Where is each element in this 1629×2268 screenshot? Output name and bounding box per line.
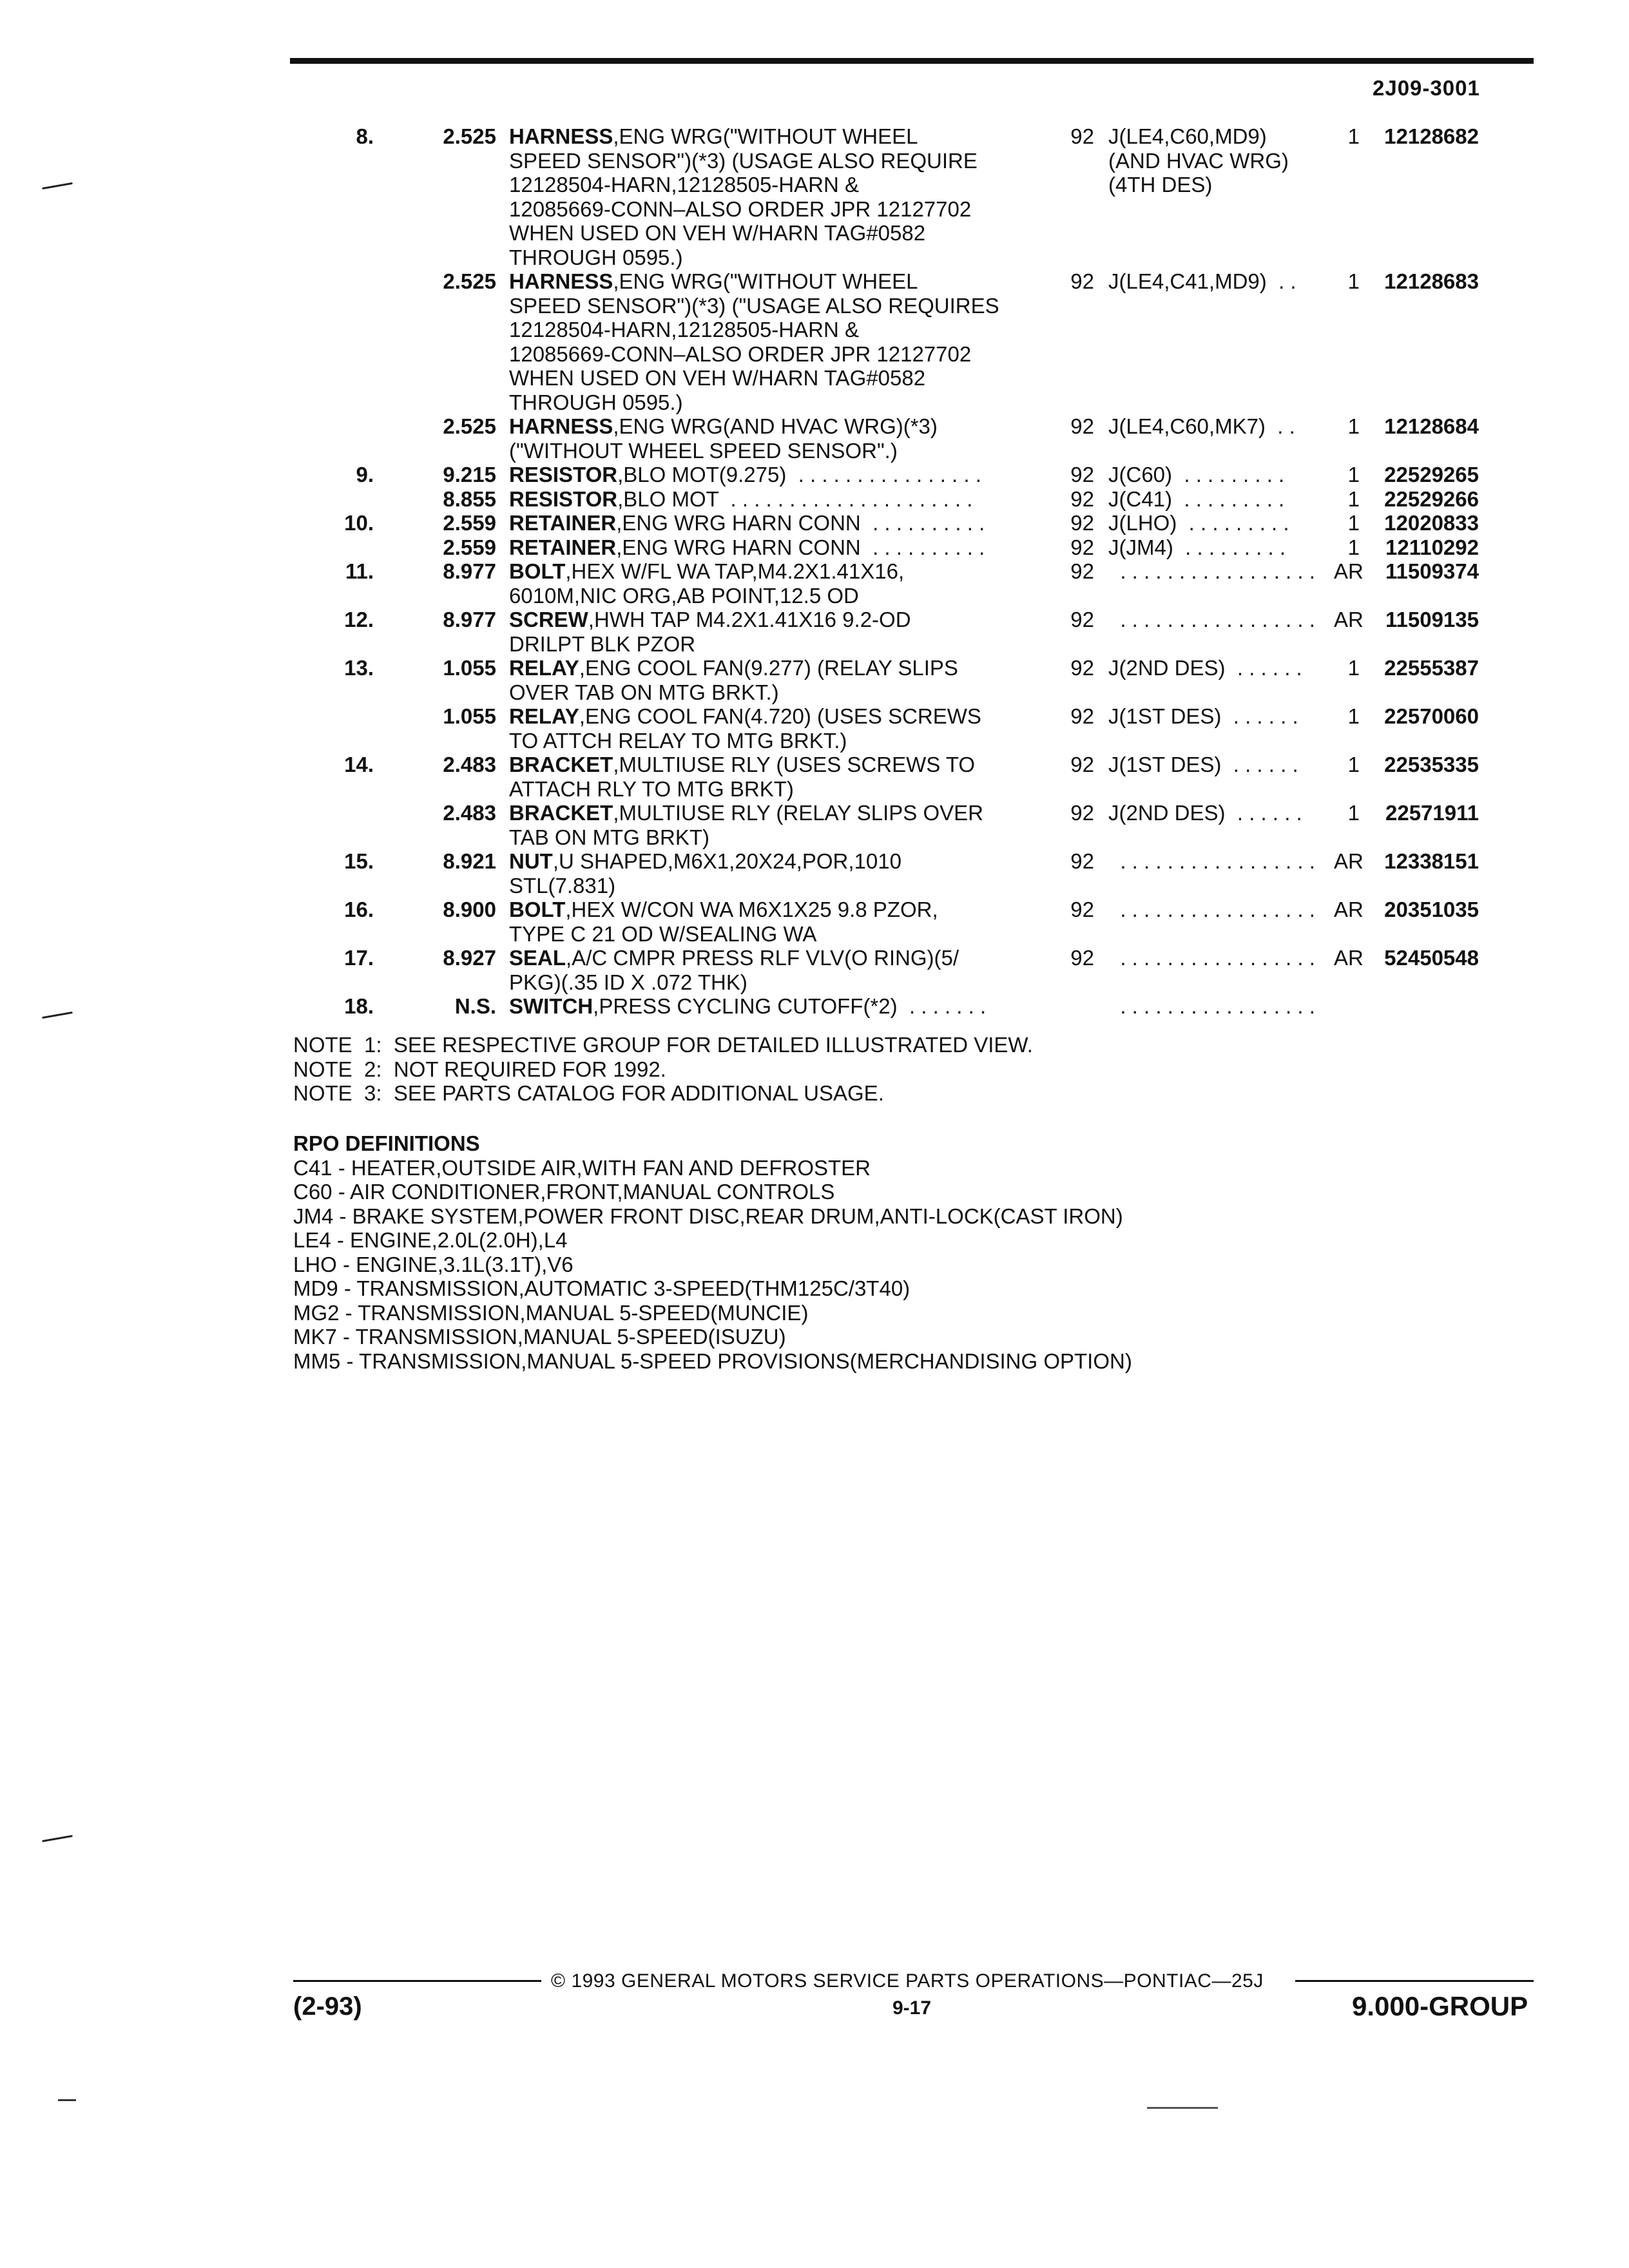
illustration-ref: 8.977 xyxy=(443,559,496,583)
model-year: 92 xyxy=(1070,656,1094,680)
description-text: ,HEX W/FL WA TAP,M4.2X1.41X16, xyxy=(565,559,905,583)
description-line xyxy=(509,946,1044,970)
description-line xyxy=(509,849,1044,874)
description-line xyxy=(509,559,1044,584)
description-line: SPEED SENSOR")(*3) (USAGE ALSO REQUIRE xyxy=(509,148,978,173)
part-name: BOLT xyxy=(509,559,566,583)
part-name: SWITCH xyxy=(509,994,593,1018)
model-year: 92 xyxy=(1070,898,1094,921)
application xyxy=(1108,414,1334,439)
quantity: 1 xyxy=(1347,656,1360,680)
part-description xyxy=(509,994,1044,1019)
part-number: 12128683 xyxy=(1384,269,1479,293)
part-number: 12110292 xyxy=(1385,535,1479,559)
part-description xyxy=(509,801,1044,849)
part-row xyxy=(303,559,1543,608)
part-description xyxy=(509,414,1044,463)
footer-rule-left xyxy=(293,1980,541,1982)
part-row xyxy=(303,849,1543,898)
rpo-item: C41 - HEATER,OUTSIDE AIR,WITH FAN AND DEFROSTER xyxy=(293,1155,871,1180)
model-year: 92 xyxy=(1070,535,1094,559)
part-row xyxy=(303,487,1543,512)
part-description xyxy=(509,463,1044,487)
margin-mark xyxy=(1147,2107,1218,2109)
part-description xyxy=(509,608,1044,656)
group-label: 9.000-GROUP xyxy=(1352,1991,1528,2021)
item-number: 18. xyxy=(344,994,374,1018)
note-line: NOTE 2: NOT REQUIRED FOR 1992. xyxy=(293,1057,666,1081)
part-description xyxy=(509,511,1044,535)
description-line xyxy=(509,656,1044,680)
part-number: 12128682 xyxy=(1384,124,1479,148)
part-number: 22571911 xyxy=(1385,801,1479,825)
part-description xyxy=(509,849,1044,898)
application xyxy=(1108,487,1334,512)
application xyxy=(1108,463,1334,487)
quantity: 1 xyxy=(1347,704,1360,728)
doc-id: 2J09-3001 xyxy=(1373,76,1480,100)
description-text: ,ENG COOL FAN(4.720) (USES SCREWS xyxy=(579,704,981,728)
illustration-ref: N.S. xyxy=(454,994,496,1018)
item-number: 11. xyxy=(345,559,374,583)
part-row xyxy=(303,414,1543,463)
model-year: 92 xyxy=(1070,463,1094,486)
rpo-item: MK7 - TRANSMISSION,MANUAL 5-SPEED(ISUZU) xyxy=(293,1325,786,1349)
description-text: ,ENG WRG("WITHOUT WHEEL xyxy=(613,269,918,293)
part-name: HARNESS xyxy=(509,269,613,293)
illustration-ref: 2.559 xyxy=(443,511,496,535)
application-line: J(LE4,C60,MD9) xyxy=(1108,124,1267,148)
part-number: 20351035 xyxy=(1384,898,1479,921)
description-line xyxy=(509,269,1044,294)
illustration-ref: 1.055 xyxy=(443,656,496,680)
quantity: 1 xyxy=(1347,535,1360,559)
description-line: 12128504-HARN,12128505-HARN & xyxy=(509,173,859,197)
illustration-ref: 8.855 xyxy=(443,486,496,511)
description-line xyxy=(509,487,1044,512)
part-name: NUT xyxy=(509,849,553,873)
part-row xyxy=(303,753,1543,801)
part-description xyxy=(509,535,1044,560)
part-name: RETAINER xyxy=(509,511,617,535)
description-line xyxy=(509,898,1044,922)
part-description xyxy=(509,753,1044,801)
description-line xyxy=(509,994,1044,1019)
rpo-item: MG2 - TRANSMISSION,MANUAL 5-SPEED(MUNCIE) xyxy=(293,1300,809,1325)
part-name: SCREW xyxy=(509,608,588,631)
description-line xyxy=(509,801,1044,825)
illustration-ref: 2.525 xyxy=(443,414,496,438)
model-year: 92 xyxy=(1070,269,1094,293)
quantity: AR xyxy=(1334,946,1364,970)
description-line xyxy=(509,414,1044,439)
application xyxy=(1108,511,1334,535)
description-line: SPEED SENSOR")(*3) ("USAGE ALSO REQUIRES xyxy=(509,293,999,318)
illustration-ref: 1.055 xyxy=(443,704,496,728)
illustration-ref: 8.927 xyxy=(443,946,496,970)
description-text: ,ENG WRG(AND HVAC WRG)(*3) xyxy=(613,414,938,438)
illustration-ref: 2.525 xyxy=(443,124,496,148)
application xyxy=(1108,559,1334,584)
application-line: . . . . . . . . . . . . . . . . . xyxy=(1108,946,1315,970)
illustration-ref: 9.215 xyxy=(443,463,496,486)
description-line: 12128504-HARN,12128505-HARN & xyxy=(509,318,859,341)
model-year: 92 xyxy=(1070,849,1094,873)
part-description xyxy=(509,704,1044,753)
part-name: HARNESS xyxy=(509,414,613,438)
quantity: 1 xyxy=(1347,463,1360,486)
part-number: 12128684 xyxy=(1384,414,1479,438)
part-row xyxy=(303,463,1543,487)
part-number: 22570060 xyxy=(1384,704,1479,728)
illustration-ref: 2.525 xyxy=(443,269,496,293)
part-number: 22555387 xyxy=(1384,656,1479,680)
part-number: 22529266 xyxy=(1384,486,1479,511)
illustration-ref: 8.921 xyxy=(443,849,496,873)
description-line xyxy=(509,511,1044,535)
description-line: ATTACH RLY TO MTG BRKT) xyxy=(509,776,794,801)
application xyxy=(1108,656,1334,680)
rpo-item: C60 - AIR CONDITIONER,FRONT,MANUAL CONTROLS xyxy=(293,1180,835,1204)
application xyxy=(1108,994,1334,1019)
part-number: 11509135 xyxy=(1385,608,1479,631)
part-number: 22535335 xyxy=(1384,753,1479,776)
application-line: J(LHO) . . . . . . . . . xyxy=(1108,511,1289,535)
part-name: RELAY xyxy=(509,704,579,728)
description-line: 12085669-CONN–ALSO ORDER JPR 12127702 xyxy=(509,341,972,366)
item-number: 13. xyxy=(344,656,374,680)
description-text: ,A/C CMPR PRESS RLF VLV(O RING)(5/ xyxy=(566,946,959,970)
item-number: 17. xyxy=(344,946,374,970)
application-line: J(LE4,C41,MD9) . . xyxy=(1108,269,1296,293)
note-line: NOTE 3: SEE PARTS CATALOG FOR ADDITIONAL USAGE. xyxy=(293,1081,884,1105)
application xyxy=(1108,608,1334,632)
binder-mark xyxy=(42,1835,73,1842)
application-line: . . . . . . . . . . . . . . . . . xyxy=(1108,849,1315,873)
description-line: TO ATTCH RELAY TO MTG BRKT.) xyxy=(509,728,847,753)
application-line: (AND HVAC WRG) xyxy=(1108,148,1289,173)
part-name: RESISTOR xyxy=(509,463,618,486)
application-line: (4TH DES) xyxy=(1108,173,1213,197)
application-line: J(1ST DES) . . . . . . xyxy=(1108,704,1298,728)
part-row xyxy=(303,656,1543,704)
description-text: ,BLO MOT(9.275) . . . . . . . . . . . . . . . . xyxy=(617,463,981,486)
quantity: AR xyxy=(1334,608,1364,631)
application-line: . . . . . . . . . . . . . . . . . xyxy=(1108,898,1315,921)
description-line: STL(7.831) xyxy=(509,873,616,898)
part-row xyxy=(303,608,1543,656)
description-line xyxy=(509,124,1044,149)
part-description xyxy=(509,946,1044,994)
rpo-item: LHO - ENGINE,3.1L(3.1T),V6 xyxy=(293,1252,574,1276)
model-year: 92 xyxy=(1070,704,1094,728)
part-row xyxy=(303,801,1543,849)
description-line: 12085669-CONN–ALSO ORDER JPR 12127702 xyxy=(509,197,972,221)
margin-mark xyxy=(58,2099,76,2101)
model-year: 92 xyxy=(1070,124,1094,148)
rpo-item: JM4 - BRAKE SYSTEM,POWER FRONT DISC,REAR DRUM,ANTI-LOCK(CAST IRON) xyxy=(293,1204,1123,1228)
item-number: 8. xyxy=(356,124,374,148)
description-text: ,MULTIUSE RLY (RELAY SLIPS OVER xyxy=(613,801,983,825)
application xyxy=(1108,898,1334,922)
quantity: 1 xyxy=(1347,511,1360,535)
description-line xyxy=(509,535,1044,560)
part-number: 52450548 xyxy=(1384,946,1479,970)
quantity: AR xyxy=(1334,849,1364,873)
model-year: 92 xyxy=(1070,559,1094,583)
description-line xyxy=(509,463,1044,487)
date-code: (2-93) xyxy=(293,1992,362,2021)
item-number: 12. xyxy=(344,608,374,631)
rpo-title: RPO DEFINITIONS xyxy=(293,1131,480,1155)
top-rule xyxy=(290,58,1534,64)
part-row xyxy=(303,269,1543,414)
description-text: ,ENG WRG("WITHOUT WHEEL xyxy=(613,124,918,148)
description-line: ("WITHOUT WHEEL SPEED SENSOR".) xyxy=(509,438,898,463)
rpo-definitions xyxy=(293,1131,1132,1373)
application xyxy=(1108,535,1334,560)
notes-section xyxy=(293,1033,1033,1106)
description-line: 6010M,NIC ORG,AB POINT,12.5 OD xyxy=(509,583,859,608)
description-line: WHEN USED ON VEH W/HARN TAG#0582 xyxy=(509,366,926,390)
quantity: 1 xyxy=(1347,801,1360,825)
part-name: BRACKET xyxy=(509,753,613,776)
model-year: 92 xyxy=(1070,946,1094,970)
part-number: 11509374 xyxy=(1385,559,1479,583)
page-number: 9-17 xyxy=(892,1997,932,2019)
application-line: J(2ND DES) . . . . . . xyxy=(1108,656,1302,680)
description-text: ,HEX W/CON WA M6X1X25 9.8 PZOR, xyxy=(565,898,938,921)
model-year: 92 xyxy=(1070,801,1094,825)
part-description xyxy=(509,898,1044,946)
description-line: DRILPT BLK PZOR xyxy=(509,631,696,656)
part-name: SEAL xyxy=(509,946,566,970)
description-line: OVER TAB ON MTG BRKT.) xyxy=(509,680,779,704)
description-text: ,U SHAPED,M6X1,20X24,POR,1010 xyxy=(552,849,901,873)
description-line: THROUGH 0595.) xyxy=(509,245,683,269)
part-description xyxy=(509,124,1044,269)
part-row xyxy=(303,511,1543,535)
part-row xyxy=(303,994,1543,1019)
application xyxy=(1108,801,1334,825)
illustration-ref: 2.483 xyxy=(443,753,496,776)
item-number: 14. xyxy=(344,753,374,776)
description-line: THROUGH 0595.) xyxy=(509,390,683,414)
part-description xyxy=(509,559,1044,608)
illustration-ref: 8.900 xyxy=(443,898,496,921)
application xyxy=(1108,124,1334,197)
description-text: ,HWH TAP M4.2X1.41X16 9.2-OD xyxy=(588,608,911,631)
rpo-item: LE4 - ENGINE,2.0L(2.0H),L4 xyxy=(293,1228,568,1252)
part-name: HARNESS xyxy=(509,124,613,148)
part-name: RETAINER xyxy=(509,535,617,559)
description-line xyxy=(509,753,1044,777)
item-number: 15. xyxy=(344,849,374,873)
application-line: J(2ND DES) . . . . . . xyxy=(1108,801,1302,825)
description-text: ,BLO MOT . . . . . . . . . . . . . . . . . . . . . xyxy=(617,486,973,511)
application-line: J(C60) . . . . . . . . . xyxy=(1108,463,1285,486)
rpo-item: MM5 - TRANSMISSION,MANUAL 5-SPEED PROVISIONS(MERCHANDISING OPTION) xyxy=(293,1349,1132,1373)
model-year: 92 xyxy=(1070,486,1094,511)
part-name: RELAY xyxy=(509,656,579,680)
application xyxy=(1108,704,1334,729)
application xyxy=(1108,849,1334,874)
part-row xyxy=(303,535,1543,560)
application-line: J(C41) . . . . . . . . . xyxy=(1108,486,1285,511)
item-number: 9. xyxy=(356,463,374,486)
application-line: . . . . . . . . . . . . . . . . . xyxy=(1108,559,1315,583)
quantity: 1 xyxy=(1347,269,1360,293)
model-year: 92 xyxy=(1070,753,1094,776)
application-line: J(1ST DES) . . . . . . xyxy=(1108,753,1298,776)
quantity: 1 xyxy=(1347,414,1360,438)
description-text: ,ENG WRG HARN CONN . . . . . . . . . . xyxy=(616,511,985,535)
note-line: NOTE 1: SEE RESPECTIVE GROUP FOR DETAILED ILLUSTRATED VIEW. xyxy=(293,1033,1033,1057)
part-description xyxy=(509,487,1044,512)
application-line: . . . . . . . . . . . . . . . . . xyxy=(1108,608,1315,631)
rpo-item: MD9 - TRANSMISSION,AUTOMATIC 3-SPEED(THM125C/3T40) xyxy=(293,1276,911,1300)
quantity: 1 xyxy=(1347,124,1360,148)
application xyxy=(1108,946,1334,970)
copyright-text: © 1993 GENERAL MOTORS SERVICE PARTS OPERATIONS—PONTIAC—25J xyxy=(551,1970,1264,1992)
part-number: 12020833 xyxy=(1384,511,1479,535)
description-text: ,PRESS CYCLING CUTOFF(*2) . . . . . . . xyxy=(593,994,987,1018)
binder-mark xyxy=(42,182,73,189)
description-line: TYPE C 21 OD W/SEALING WA xyxy=(509,921,817,946)
quantity: AR xyxy=(1334,898,1364,921)
description-line: TAB ON MTG BRKT) xyxy=(509,825,710,849)
part-name: BRACKET xyxy=(509,801,613,825)
description-text: ,ENG COOL FAN(9.277) (RELAY SLIPS xyxy=(579,656,958,680)
illustration-ref: 2.483 xyxy=(443,801,496,825)
part-number: 22529265 xyxy=(1384,463,1479,486)
application-line: J(JM4) . . . . . . . . . xyxy=(1108,535,1286,559)
description-line xyxy=(509,608,1044,632)
illustration-ref: 2.559 xyxy=(443,535,496,559)
footer-rule-right xyxy=(1295,1980,1534,1982)
item-number: 10. xyxy=(344,511,374,535)
part-row xyxy=(303,124,1543,269)
part-name: BOLT xyxy=(509,898,566,921)
illustration-ref: 8.977 xyxy=(443,608,496,631)
quantity: AR xyxy=(1334,559,1364,583)
item-number: 16. xyxy=(344,898,374,921)
description-line xyxy=(509,704,1044,729)
part-row xyxy=(303,898,1543,946)
model-year: 92 xyxy=(1070,414,1094,438)
quantity: 1 xyxy=(1347,753,1360,776)
model-year: 92 xyxy=(1070,511,1094,535)
model-year: 92 xyxy=(1070,608,1094,631)
part-number: 12338151 xyxy=(1384,849,1479,873)
application xyxy=(1108,753,1334,777)
application-line: . . . . . . . . . . . . . . . . . xyxy=(1108,994,1315,1018)
part-row xyxy=(303,704,1543,753)
parts-list xyxy=(303,124,1543,1019)
part-row xyxy=(303,946,1543,994)
rpo-list xyxy=(293,1156,1132,1374)
description-line: PKG)(.35 ID X .072 THK) xyxy=(509,970,747,994)
part-description xyxy=(509,656,1044,704)
part-description xyxy=(509,269,1044,414)
description-text: ,MULTIUSE RLY (USES SCREWS TO xyxy=(613,753,976,776)
description-text: ,ENG WRG HARN CONN . . . . . . . . . . xyxy=(616,535,985,559)
description-line: WHEN USED ON VEH W/HARN TAG#0582 xyxy=(509,221,926,245)
binder-mark xyxy=(42,1012,73,1019)
application xyxy=(1108,269,1334,294)
quantity: 1 xyxy=(1347,486,1360,511)
application-line: J(LE4,C60,MK7) . . xyxy=(1108,414,1295,438)
part-name: RESISTOR xyxy=(509,486,618,511)
